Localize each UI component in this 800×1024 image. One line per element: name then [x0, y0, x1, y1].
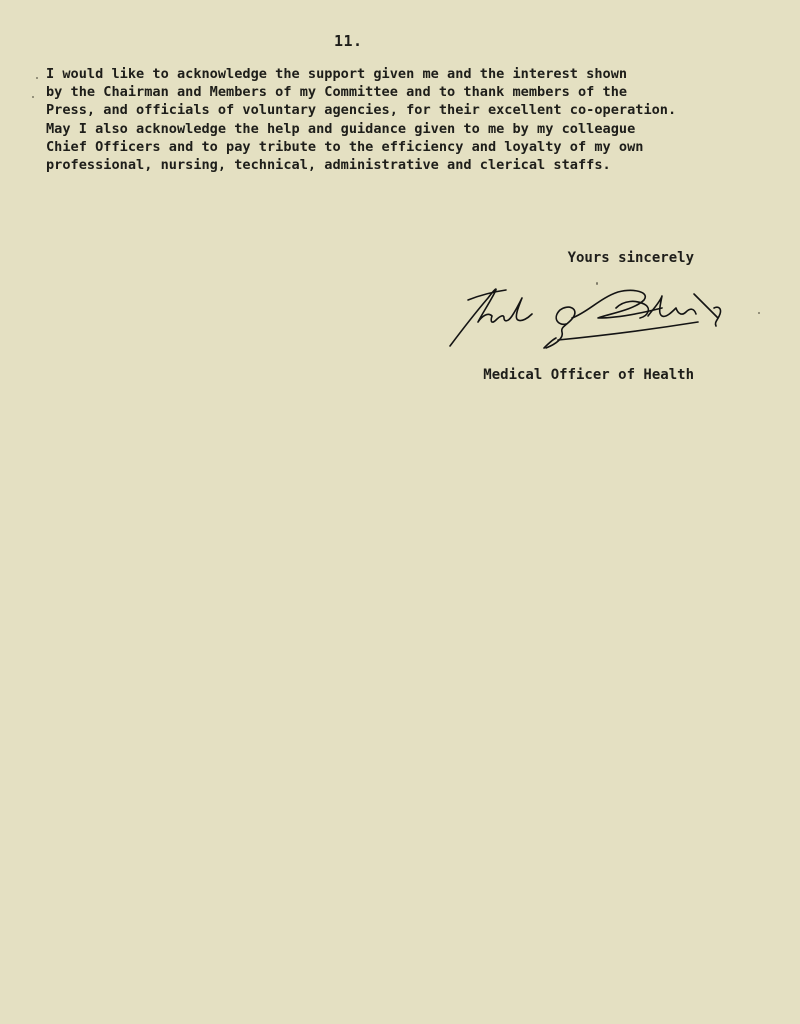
paper-speck: [32, 96, 34, 98]
paper-speck: [36, 77, 38, 79]
signature-icon: [448, 278, 730, 354]
body-line: Press, and officials of voluntary agencies, for their excellent co-operation.: [46, 102, 677, 119]
body-line: by the Chairman and Members of my Committee and to thank members of the: [46, 84, 628, 101]
letter-body: [46, 65, 746, 174]
body-line: professional, nursing, technical, administrative and clerical staffs.: [46, 157, 611, 174]
paper-speck: [758, 312, 760, 314]
body-line: Chief Officers and to pay tribute to the efficiency and loyalty of my own: [46, 138, 644, 155]
body-line: I would like to acknowledge the support given me and the interest shown: [46, 66, 628, 82]
letter-closing: Yours sincerely: [567, 250, 694, 266]
page-number: 11.: [334, 32, 363, 50]
body-line: May I also acknowledge the help and guidance given to me by my colleague: [46, 120, 636, 137]
paper-speck: [596, 282, 598, 285]
signoff-title: Medical Officer of Health: [483, 367, 694, 383]
